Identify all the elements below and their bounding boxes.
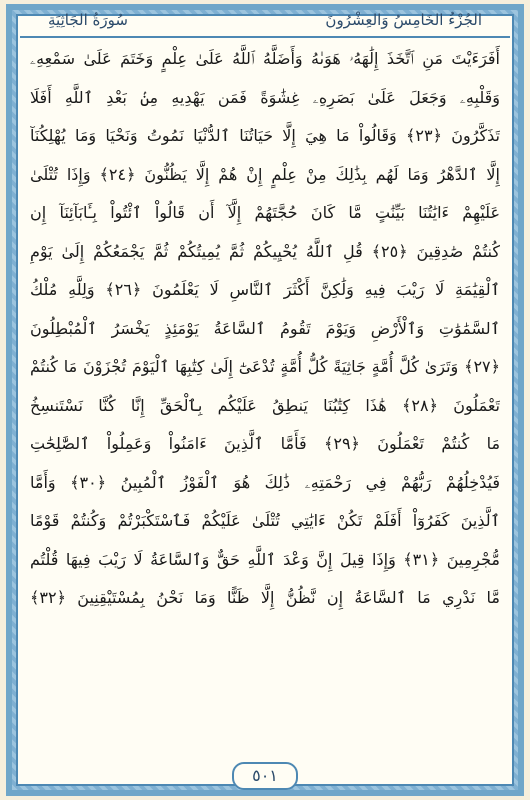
page-header (24, 4, 506, 36)
text-line-13: ٱلَّذِينَ كَفَرُوٓاْ أَفَلَمْ تَكُنْ ءَايَٰتِي تُتْلَىٰ عَلَيْكُمْ فَٱسْتَكْبَرْتُمْ وَكُنتُمْ قَوْمًا (30, 511, 500, 530)
text-line-11: مَا كُنتُمْ تَعْمَلُونَ ﴿٢٩﴾ فَأَمَّا ٱلَّذِينَ ءَامَنُواْ وَعَمِلُواْ ٱلصَّٰلِحَٰتِ (30, 434, 500, 453)
text-line-3: تَذَكَّرُونَ ﴿٢٣﴾ وَقَالُواْ مَا هِيَ إِلَّا حَيَاتُنَا ٱلدُّنْيَا نَمُوتُ وَنَحْيَا وَمَا يُهْلِكُنَآ (30, 126, 500, 145)
text-line-4: إِلَّا ٱلدَّهْرُ وَمَا لَهُم بِذَٰلِكَ مِنْ عِلْمٍ إِنْ هُمْ إِلَّا يَظُنُّونَ ﴿٢٤﴾ وَإِذَا تُتْلَىٰ (30, 164, 500, 184)
header-divider (20, 36, 510, 38)
page-number: ٥٠١ (232, 762, 298, 790)
surah-title: سُورَةُ الجَاثِيَةِ (48, 11, 128, 29)
text-line-14: مُّجْرِمِينَ ﴿٣١﴾ وَإِذَا قِيلَ إِنَّ وَعْدَ ٱللَّهِ حَقٌّ وَٱلسَّاعَةُ لَا رَيْبَ فِيهَا قُلْتُم (30, 549, 500, 569)
text-line-9: ﴿٢٧﴾ وَتَرَىٰ كُلَّ أُمَّةٍ جَاثِيَةً كُلُّ أُمَّةٍ تُدْعَىٰٓ إِلَىٰ كِتَٰبِهَا ٱلْيَوْمَ تُجْزَوْنَ مَا كُنتُمْ (30, 357, 500, 376)
text-line-15: مَّا نَدْرِي مَا ٱلسَّاعَةُ إِن نَّظُنُّ إِلَّا ظَنًّا وَمَا نَحْنُ بِمُسْتَيْقِنِينَ ﴿٣٢﴾ (30, 588, 500, 607)
text-line-12: فَيُدْخِلُهُمْ رَبُّهُمْ فِي رَحْمَتِهِۦ ذَٰلِكَ هُوَ ٱلْفَوْزُ ٱلْمُبِينُ ﴿٣٠﴾ وَأَمَّا (30, 472, 500, 492)
text-line-5: عَلَيْهِمْ ءَايَٰتُنَا بَيِّنَٰتٍ مَّا كَانَ حُجَّتَهُمْ إِلَّآ أَن قَالُواْ ٱئْتُواْ بِـَٔابَآئِنَآ إِن (30, 203, 500, 222)
verse-text-block (30, 40, 500, 762)
page-footer (215, 762, 315, 790)
text-line-6: كُنتُمْ صَٰدِقِينَ ﴿٢٥﴾ قُلِ ٱللَّهُ يُحْيِيكُمْ ثُمَّ يُمِيتُكُمْ ثُمَّ يَجْمَعُكُمْ إِلَىٰ يَوْمِ (30, 241, 500, 261)
juz-title: الجُزْءُ الخَامِسُ وَالعِشْرُونَ (325, 11, 482, 29)
text-line-1: أَفَرَءَيْتَ مَنِ ٱتَّخَذَ إِلَٰهَهُۥ هَوَىٰهُ وَأَضَلَّهُ ٱللَّهُ عَلَىٰ عِلْمٍ وَخَتَمَ عَلَىٰ سَمْعِهِۦ (30, 49, 500, 68)
text-line-7: ٱلْقِيَٰمَةِ لَا رَيْبَ فِيهِ وَلَٰكِنَّ أَكْثَرَ ٱلنَّاسِ لَا يَعْلَمُونَ ﴿٢٦﴾ وَلِلَّهِ مُلْكُ (30, 280, 500, 299)
text-line-8: ٱلسَّمَٰوَٰتِ وَٱلْأَرْضِ وَيَوْمَ تَقُومُ ٱلسَّاعَةُ يَوْمَئِذٍ يَخْسَرُ ٱلْمُبْطِلُونَ (30, 318, 500, 338)
text-line-10: تَعْمَلُونَ ﴿٢٨﴾ هَٰذَا كِتَٰبُنَا يَنطِقُ عَلَيْكُم بِٱلْحَقِّ إِنَّا كُنَّا نَسْتَنسِخُ (30, 395, 500, 415)
text-line-2: وَقَلْبِهِۦ وَجَعَلَ عَلَىٰ بَصَرِهِۦ غِشَٰوَةً فَمَن يَهْدِيهِ مِنۢ بَعْدِ ٱللَّهِ أَفَلَا (30, 87, 500, 107)
